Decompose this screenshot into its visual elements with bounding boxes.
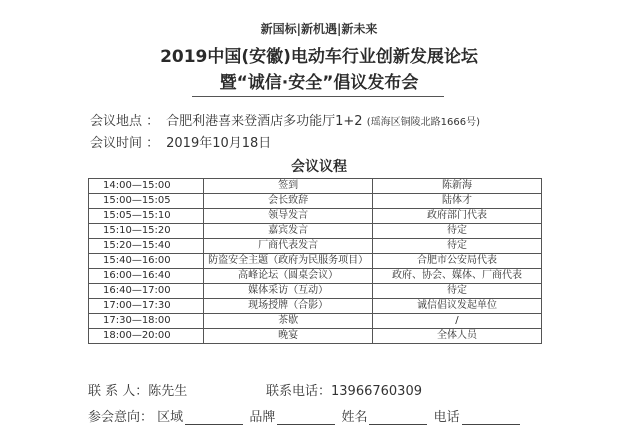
signup-phone-label: 电话 (433, 410, 460, 425)
agenda-time: 15:05—15:10 (89, 209, 204, 224)
agenda-item: 防盗安全主题（政府为民服务项目） (204, 254, 373, 269)
agenda-time: 15:20—15:40 (89, 239, 204, 254)
location-value: 合肥利港喜来登酒店多功能厅1+2 (166, 114, 363, 129)
table-row (89, 299, 542, 314)
title-line-1: 2019中国(安徽)电动车行业创新发展论坛 (160, 47, 478, 67)
agenda-time: 18:00—20:00 (89, 329, 204, 344)
contact-phone-block (266, 380, 422, 399)
table-row (89, 314, 542, 329)
time-value: 2019年10月18日 (166, 136, 272, 151)
time-label: 会议时间 ： (90, 136, 160, 151)
contact-person-label: 联 系 人： (88, 384, 149, 399)
agenda-item: 会长致辞 (204, 194, 373, 209)
table-row (89, 224, 542, 239)
table-row (89, 209, 542, 224)
contact-line (88, 380, 422, 399)
agenda-item: 茶歇 (204, 314, 373, 329)
agenda-item: 媒体采访（互动） (204, 284, 373, 299)
signup-label: 参会意向： (88, 410, 154, 425)
agenda-speaker: 待定 (372, 224, 541, 239)
agenda-time: 15:40—16:00 (89, 254, 204, 269)
agenda-speaker: 待定 (372, 239, 541, 254)
table-row (89, 179, 542, 194)
region-blank[interactable] (185, 412, 243, 425)
agenda-item: 领导发言 (204, 209, 373, 224)
location-address: (瑶海区铜陵北路1666号) (366, 117, 480, 128)
agenda-item: 签到 (204, 179, 373, 194)
agenda-title: 会议议程 (291, 159, 347, 175)
agenda-speaker: 陆体才 (372, 194, 541, 209)
table-row (89, 329, 542, 344)
agenda-speaker: 政府、协会、媒体、厂商代表 (372, 269, 541, 284)
title-line-2: 暨“诚信·安全”倡议发布会 (219, 73, 419, 93)
agenda-time: 15:00—15:05 (89, 194, 204, 209)
location-line (90, 110, 480, 129)
agenda-speaker: 待定 (372, 284, 541, 299)
agenda-item: 嘉宾发言 (204, 224, 373, 239)
agenda-time: 16:00—16:40 (89, 269, 204, 284)
agenda-speaker: / (372, 314, 541, 329)
agenda-speaker: 诚信倡议发起单位 (372, 299, 541, 314)
agenda-time: 14:00—15:00 (89, 179, 204, 194)
agenda-time: 17:30—18:00 (89, 314, 204, 329)
table-row (89, 194, 542, 209)
agenda-time: 17:00—17:30 (89, 299, 204, 314)
agenda-table (88, 178, 542, 344)
agenda-speaker: 全体人员 (372, 329, 541, 344)
agenda-time: 16:40—17:00 (89, 284, 204, 299)
brand-blank[interactable] (277, 412, 335, 425)
time-line (90, 132, 271, 151)
signup-name-label: 姓名 (341, 410, 368, 425)
contact-phone: 13966760309 (331, 384, 422, 399)
contact-phone-label: 联系电话： (266, 384, 332, 399)
table-row (89, 254, 542, 269)
contact-person: 陈先生 (148, 384, 188, 399)
phone-blank[interactable] (462, 412, 520, 425)
title-divider (192, 96, 444, 97)
table-row (89, 269, 542, 284)
table-row (89, 239, 542, 254)
signup-line (88, 406, 522, 425)
name-blank[interactable] (369, 412, 427, 425)
tagline: 新国标|新机遇|新未来 (260, 22, 378, 36)
agenda-item: 晚宴 (204, 329, 373, 344)
agenda-time: 15:10—15:20 (89, 224, 204, 239)
table-row (89, 284, 542, 299)
agenda-speaker: 合肥市公安局代表 (372, 254, 541, 269)
location-label: 会议地点 ： (90, 114, 160, 129)
agenda-item: 高峰论坛（圆桌会议） (204, 269, 373, 284)
signup-region-label: 区域 (157, 410, 184, 425)
agenda-speaker: 陈新海 (372, 179, 541, 194)
agenda-speaker: 政府部门代表 (372, 209, 541, 224)
agenda-item: 现场授牌（合影） (204, 299, 373, 314)
signup-brand-label: 品牌 (249, 410, 276, 425)
agenda-item: 厂商代表发言 (204, 239, 373, 254)
